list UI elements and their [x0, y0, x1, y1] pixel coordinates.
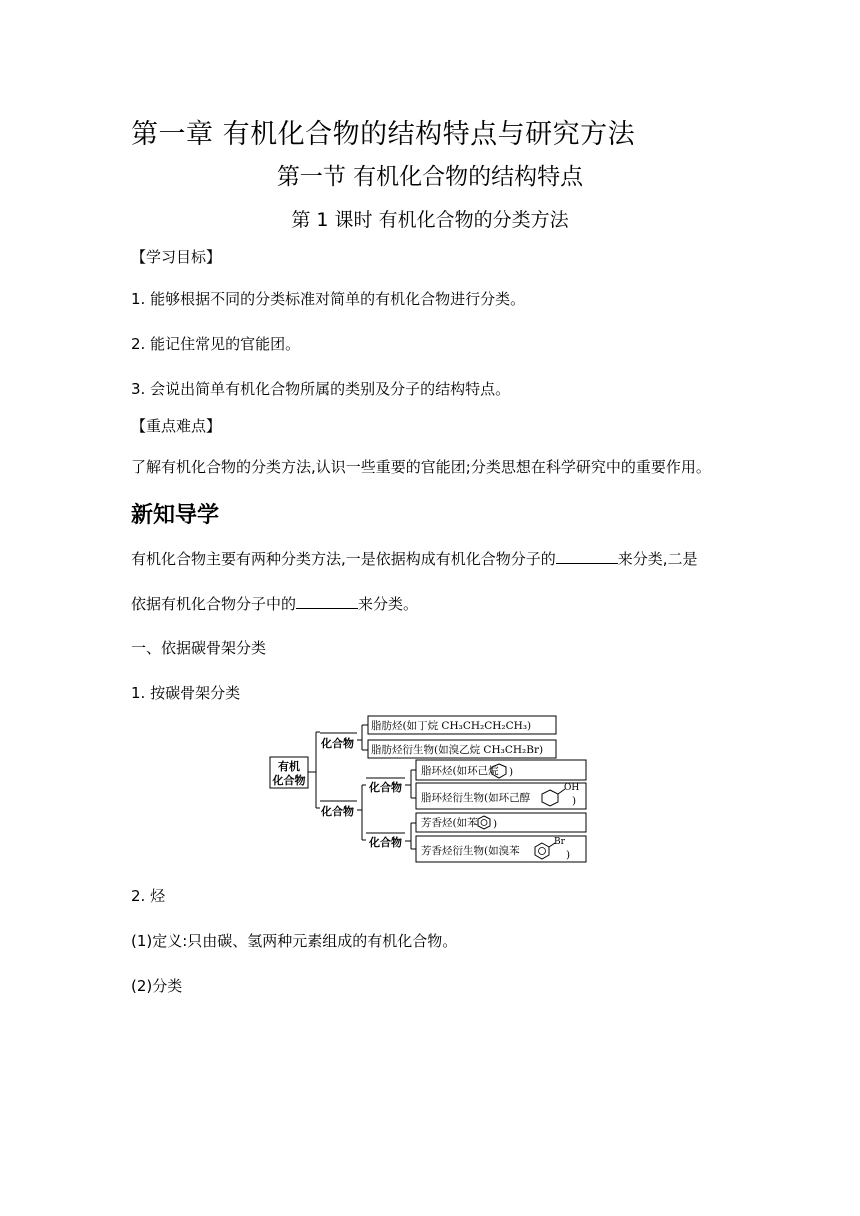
answer-blank-1[interactable]: [556, 549, 618, 564]
objectives-heading: 【学习目标】: [131, 248, 222, 266]
benzene-ring: [478, 816, 490, 829]
intro-part-3: 依据有机化合物分子中的: [131, 595, 297, 613]
benzene-inner-circle: [481, 820, 487, 826]
leaf-aromatic-derivative: 芳香烃衍生物(如溴苯: [421, 845, 520, 857]
leaf-aromatic: 芳香烃(如苯: [421, 817, 478, 829]
new-knowledge-heading: 新知导学: [131, 503, 220, 528]
objective-item-2: 2. 能记住常见的官能团。: [131, 335, 301, 353]
item-2-classification: (2)分类: [131, 977, 183, 995]
item-2-heading: 2. 烃: [131, 887, 166, 905]
intro-line-1: [131, 548, 698, 569]
intro-part-4: 来分类。: [358, 595, 419, 613]
aromatic-close: ): [493, 818, 498, 830]
key-points-heading: 【重点难点】: [131, 417, 222, 435]
cyclohexanol-ring: [542, 790, 558, 806]
branch-label-ring: 化合物: [321, 805, 354, 818]
intro-part-2: 来分类,二是: [617, 550, 698, 568]
bromobenzene-ring: [535, 843, 549, 859]
answer-blank-2[interactable]: [296, 594, 358, 609]
branch-label-aromatic: 化合物: [369, 836, 402, 849]
intro-line-2: [131, 593, 418, 614]
leaf-alkane-derivative: 脂肪烃衍生物(如溴乙烷 CH₃CH₂Br): [371, 744, 544, 756]
root-label-2: 化合物: [272, 774, 306, 787]
branch-label-chain: 化合物: [321, 737, 354, 750]
leaf-alkane: 脂肪烃(如丁烷 CH₃CH₂CH₂CH₃): [371, 720, 532, 732]
cycloalkane-derivative-close: ): [572, 795, 577, 807]
branch-label-alicyclic: 化合物: [369, 781, 402, 794]
section-title: 第一节 有机化合物的结构特点: [276, 164, 584, 190]
chapter-title: 第一章 有机化合物的结构特点与研究方法: [131, 119, 636, 150]
root-label-1: 有机: [278, 760, 300, 773]
classification-diagram: [268, 712, 590, 868]
subsection-heading: 一、依据碳骨架分类: [131, 639, 267, 657]
intro-part-1: 有机化合物主要有两种分类方法,一是依据构成有机化合物分子的: [131, 550, 556, 568]
aromatic-derivative-close: ): [566, 849, 571, 861]
key-points-text: 了解有机化合物的分类方法,认识一些重要的官能团;分类思想在科学研究中的重要作用。: [131, 458, 711, 476]
lesson-title: 第 1 课时 有机化合物的分类方法: [291, 209, 569, 231]
objective-item-3: 3. 会说出简单有机化合物所属的类别及分子的结构特点。: [131, 380, 511, 398]
leaf-cycloalkane: 脂环烃(如环己烷: [421, 765, 499, 777]
leaf-cycloalkane-derivative: 脂环烃衍生物(如环己醇: [421, 792, 531, 804]
cycloalkane-close: ): [509, 766, 514, 778]
bromobenzene-inner-circle: [539, 848, 546, 855]
hydroxyl-label: OH: [564, 783, 580, 793]
objective-item-1: 1. 能够根据不同的分类标准对简单的有机化合物进行分类。: [131, 290, 526, 308]
item-1-heading: 1. 按碳骨架分类: [131, 684, 241, 702]
bromine-label: Br: [554, 837, 565, 847]
item-2-definition: (1)定义:只由碳、氢两种元素组成的有机化合物。: [131, 932, 458, 950]
